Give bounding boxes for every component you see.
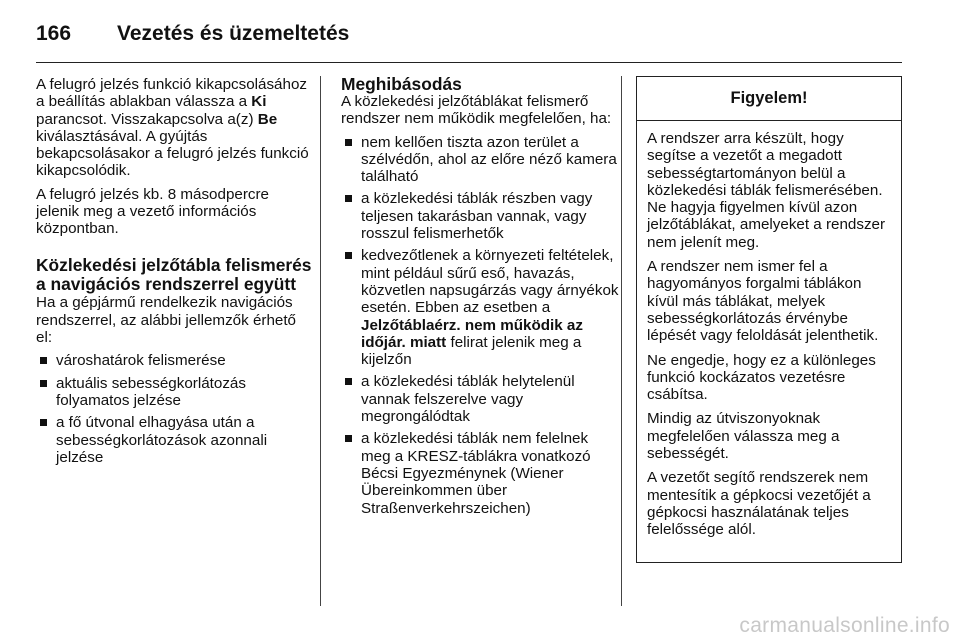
malfunction-heading: Meghibásodás — [341, 74, 462, 94]
popup-duration-paragraph: A felugró jelzés kb. 8 másodpercre jelenik meg a vezető információs központban. — [36, 185, 269, 238]
popup-disable-paragraph: A felugró jelzés funkció kikapcsolásához a beállítás ablakban válassza a Ki parancsot. Visszakapcsolva a(z) Be kiválasztásával. A gyújtás bekapcsolásakor a felugró jelzés funkció kikapcsolódik. — [36, 76, 309, 180]
list-item: aktuális sebességkorlátozás folyamatos jelzése — [36, 375, 312, 410]
warning-box — [636, 76, 902, 563]
section-title: Vezetés és üzemeltetés — [117, 22, 350, 45]
malfunction-list — [341, 134, 621, 517]
warning-paragraph: Ne engedje, hogy ez a különleges funkció kockázatos vezetésre csábítsa. — [647, 351, 876, 404]
warning-paragraph: A vezetőt segítő rendszerek nem mentesítik a gépkocsi vezetőjét a gépkocsi használatának teljes felelőssége alól. — [647, 469, 871, 539]
list-item: nem kellően tiszta azon terület a szélvédőn, ahol az előre néző kamera található — [341, 134, 621, 186]
list-item: városhatárok felismerése — [36, 352, 312, 369]
column-divider — [320, 76, 321, 606]
column-1 — [36, 76, 312, 471]
warning-paragraph: A rendszer arra készült, hogy segítse a vezetőt a megadott sebességtartományon belül a közlekedési táblák felismerésében. Ne hagyja figyelmen kívül azon jelzőtáblákat, amelyeket a rendszer nem jelenít meg. — [647, 130, 886, 251]
warning-body — [637, 121, 901, 539]
page-number: 166 — [36, 22, 72, 45]
list-item: a közlekedési táblák nem felelnek meg a KRESZ-táblákra vonatkozó Bécsi Egyezménynek (Wiener Übereinkommen über Straßenverkehrszeichen) — [341, 430, 621, 516]
navigation-heading: Közlekedési jelzőtábla felismerés a navigációs rendszerrel együtt — [36, 254, 312, 295]
warning-paragraph: Mindig az útviszonyoknak megfelelően válassza meg a sebességét. — [647, 410, 840, 463]
warning-paragraph: A rendszer nem ismer fel a hagyományos forgalmi táblákon kívül más táblákat, melyek sebességkorlátozás érvénybe lépését vagy feloldását jelenthetik. — [647, 258, 879, 345]
watermark: carmanualsonline.info — [739, 614, 950, 637]
navigation-features-list — [36, 352, 312, 466]
list-item: a közlekedési táblák helytelenül vannak felszerelve vagy megrongálódtak — [341, 373, 621, 425]
warning-title: Figyelem! — [637, 77, 901, 121]
navigation-intro: Ha a gépjármű rendelkezik navigációs rendszerrel, az alábbi jellemzők érhető el: — [36, 294, 297, 347]
list-item: kedvezőtlenek a környezeti feltételek, mint például sűrű eső, havazás, közvetlen napsugárzás vagy árnyékok esetén. Ebben az esetben a Jelzőtáblaérz. nem működik az időjár. miatt felirat jelenik meg a kijelzőn — [341, 247, 621, 368]
weather-message: Jelzőtáblaérz. nem működik az időjár. miatt — [361, 316, 583, 351]
list-item: a fő útvonal elhagyása után a sebességkorlátozások azonnali jelzése — [36, 414, 312, 466]
malfunction-intro: A közlekedési jelzőtáblákat felismerő rendszer nem működik megfelelően, ha: — [341, 93, 612, 128]
be-option: Be — [257, 110, 278, 128]
column-2 — [341, 76, 621, 522]
column-divider — [621, 76, 622, 606]
page-header — [36, 12, 904, 56]
ki-option: Ki — [251, 93, 267, 111]
header-rule — [36, 62, 902, 63]
list-item: a közlekedési táblák részben vagy teljesen takarásban vannak, vagy rosszul felismerhetők — [341, 190, 621, 242]
